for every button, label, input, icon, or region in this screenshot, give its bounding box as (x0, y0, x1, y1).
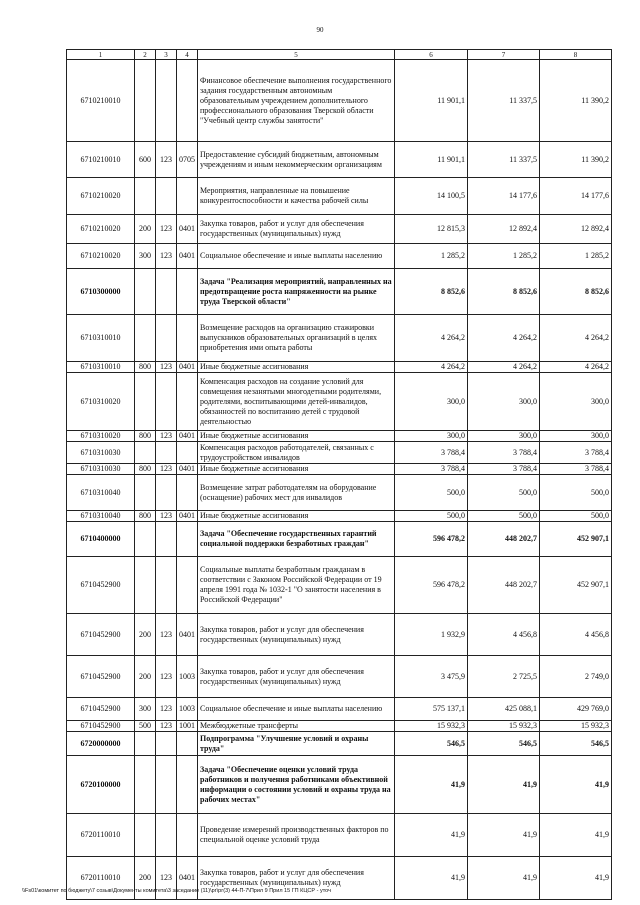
ministry-code-cell (156, 475, 177, 511)
expense-type-cell (135, 475, 156, 511)
amount-year2-cell: 448 202,7 (468, 522, 540, 557)
section-code-cell (177, 269, 198, 315)
budget-code-cell: 6710210010 (67, 60, 135, 142)
amount-year2-cell: 4 456,8 (468, 614, 540, 656)
amount-year2-cell: 500,0 (468, 475, 540, 511)
amount-year3-cell: 1 285,2 (540, 244, 612, 269)
amount-year3-cell: 3 788,4 (540, 442, 612, 464)
amount-year1-cell: 4 264,2 (395, 315, 468, 362)
item-name-cell: Социальные выплаты безработным гражданам в соответствии с Законом Российской Федерации от 19 апреля 1991 года № 1032-1 "О занятости населения в Российской Федерации" (198, 557, 395, 614)
header-row (67, 50, 612, 60)
ministry-code-cell (156, 315, 177, 362)
amount-year1-cell: 12 815,3 (395, 215, 468, 244)
expense-type-cell (135, 60, 156, 142)
expense-type-cell: 800 (135, 431, 156, 442)
ministry-code-cell: 123 (156, 244, 177, 269)
section-code-cell (177, 178, 198, 215)
amount-year3-cell: 41,9 (540, 857, 612, 900)
amount-year2-cell: 41,9 (468, 857, 540, 900)
section-code-cell (177, 475, 198, 511)
amount-year3-cell: 546,5 (540, 732, 612, 756)
column-header: 6 (395, 50, 468, 60)
section-code-cell (177, 732, 198, 756)
section-code-cell: 0401 (177, 431, 198, 442)
expense-type-cell (135, 442, 156, 464)
table-row (67, 814, 612, 857)
expense-type-cell (135, 373, 156, 431)
ministry-code-cell (156, 756, 177, 814)
table-row (67, 756, 612, 814)
column-header: 2 (135, 50, 156, 60)
section-code-cell: 0401 (177, 614, 198, 656)
amount-year3-cell: 500,0 (540, 475, 612, 511)
item-name-cell: Социальное обеспечение и иные выплаты населению (198, 698, 395, 721)
budget-code-cell: 6710452900 (67, 656, 135, 698)
ministry-code-cell (156, 60, 177, 142)
expense-type-cell (135, 557, 156, 614)
item-name-cell: Иные бюджетные ассигнования (198, 362, 395, 373)
budget-code-cell: 6710310010 (67, 362, 135, 373)
expense-type-cell: 200 (135, 656, 156, 698)
amount-year1-cell: 41,9 (395, 857, 468, 900)
ministry-code-cell (156, 557, 177, 614)
amount-year3-cell: 4 264,2 (540, 315, 612, 362)
table-row (67, 373, 612, 431)
budget-code-cell: 6710452900 (67, 721, 135, 732)
expense-type-cell: 600 (135, 142, 156, 178)
table-row (67, 656, 612, 698)
expense-type-cell (135, 315, 156, 362)
budget-code-cell: 6710310030 (67, 464, 135, 475)
table-row (67, 215, 612, 244)
budget-code-cell: 6720100000 (67, 756, 135, 814)
section-code-cell: 1003 (177, 656, 198, 698)
item-name-cell: Компенсация расходов работодателей, связанных с трудоустройством инвалидов (198, 442, 395, 464)
expense-type-cell (135, 732, 156, 756)
table-row (67, 511, 612, 522)
item-name-cell: Межбюджетные трансферты (198, 721, 395, 732)
amount-year2-cell: 546,5 (468, 732, 540, 756)
budget-code-cell: 6710300000 (67, 269, 135, 315)
item-name-cell: Иные бюджетные ассигнования (198, 464, 395, 475)
amount-year2-cell: 41,9 (468, 756, 540, 814)
amount-year3-cell: 15 932,3 (540, 721, 612, 732)
item-name-cell: Закупка товаров, работ и услуг для обеспечения государственных (муниципальных) нужд (198, 614, 395, 656)
item-name-cell: Финансовое обеспечение выполнения государственного задания государственным автономным образовательным учреждением дополнительного профессионального образования Тверской области "Учебный центр службы занятости" (198, 60, 395, 142)
amount-year1-cell: 4 264,2 (395, 362, 468, 373)
item-name-cell: Предоставление субсидий бюджетным, автономным учреждениям и иным некоммерческим организациям (198, 142, 395, 178)
expense-type-cell (135, 814, 156, 857)
ministry-code-cell: 123 (156, 721, 177, 732)
item-name-cell: Закупка товаров, работ и услуг для обеспечения государственных (муниципальных) нужд (198, 656, 395, 698)
ministry-code-cell: 123 (156, 215, 177, 244)
expense-type-cell (135, 522, 156, 557)
ministry-code-cell (156, 732, 177, 756)
amount-year3-cell: 452 907,1 (540, 522, 612, 557)
budget-code-cell: 6710310010 (67, 315, 135, 362)
amount-year1-cell: 596 478,2 (395, 522, 468, 557)
amount-year1-cell: 575 137,1 (395, 698, 468, 721)
expense-type-cell: 200 (135, 215, 156, 244)
amount-year3-cell: 300,0 (540, 373, 612, 431)
amount-year1-cell: 1 932,9 (395, 614, 468, 656)
item-name-cell: Закупка товаров, работ и услуг для обеспечения государственных (муниципальных) нужд (198, 857, 395, 900)
amount-year1-cell: 1 285,2 (395, 244, 468, 269)
amount-year3-cell: 500,0 (540, 511, 612, 522)
expense-type-cell (135, 756, 156, 814)
column-header: 3 (156, 50, 177, 60)
amount-year3-cell: 452 907,1 (540, 557, 612, 614)
section-code-cell: 1003 (177, 698, 198, 721)
table-row (67, 557, 612, 614)
amount-year3-cell: 12 892,4 (540, 215, 612, 244)
ministry-code-cell (156, 522, 177, 557)
section-code-cell (177, 557, 198, 614)
ministry-code-cell (156, 442, 177, 464)
page-number: 90 (316, 26, 324, 34)
column-header: 8 (540, 50, 612, 60)
ministry-code-cell (156, 373, 177, 431)
budget-code-cell: 6710452900 (67, 557, 135, 614)
table-row (67, 244, 612, 269)
section-code-cell (177, 756, 198, 814)
amount-year2-cell: 448 202,7 (468, 557, 540, 614)
amount-year1-cell: 3 788,4 (395, 464, 468, 475)
amount-year2-cell: 14 177,6 (468, 178, 540, 215)
budget-code-cell: 6710310020 (67, 373, 135, 431)
table-row (67, 698, 612, 721)
budget-code-cell: 6710210010 (67, 142, 135, 178)
budget-table (66, 49, 612, 900)
amount-year1-cell: 546,5 (395, 732, 468, 756)
amount-year2-cell: 500,0 (468, 511, 540, 522)
table-row (67, 60, 612, 142)
table-row (67, 178, 612, 215)
table-row (67, 614, 612, 656)
expense-type-cell: 200 (135, 614, 156, 656)
item-name-cell: Проведение измерений производственных факторов по специальной оценке условий труда (198, 814, 395, 857)
table-body (67, 60, 612, 900)
ministry-code-cell: 123 (156, 857, 177, 900)
amount-year2-cell: 8 852,6 (468, 269, 540, 315)
ministry-code-cell (156, 178, 177, 215)
table-row (67, 142, 612, 178)
amount-year3-cell: 41,9 (540, 756, 612, 814)
expense-type-cell: 300 (135, 698, 156, 721)
amount-year3-cell: 41,9 (540, 814, 612, 857)
expense-type-cell: 200 (135, 857, 156, 900)
budget-code-cell: 6710210020 (67, 244, 135, 269)
budget-code-cell: 6720110010 (67, 857, 135, 900)
expense-type-cell: 800 (135, 511, 156, 522)
column-header: 5 (198, 50, 395, 60)
ministry-code-cell: 123 (156, 511, 177, 522)
amount-year3-cell: 11 390,2 (540, 60, 612, 142)
amount-year2-cell: 1 285,2 (468, 244, 540, 269)
section-code-cell: 0401 (177, 857, 198, 900)
amount-year1-cell: 300,0 (395, 431, 468, 442)
expense-type-cell: 300 (135, 244, 156, 269)
section-code-cell: 0401 (177, 362, 198, 373)
item-name-cell: Подпрограмма "Улучшение условий и охраны труда" (198, 732, 395, 756)
budget-code-cell: 6710210020 (67, 178, 135, 215)
amount-year1-cell: 11 901,1 (395, 60, 468, 142)
ministry-code-cell: 123 (156, 362, 177, 373)
amount-year3-cell: 14 177,6 (540, 178, 612, 215)
section-code-cell (177, 60, 198, 142)
amount-year1-cell: 500,0 (395, 475, 468, 511)
budget-code-cell: 6710310030 (67, 442, 135, 464)
section-code-cell: 0401 (177, 511, 198, 522)
ministry-code-cell (156, 814, 177, 857)
amount-year2-cell: 425 088,1 (468, 698, 540, 721)
amount-year1-cell: 300,0 (395, 373, 468, 431)
budget-code-cell: 6710310040 (67, 475, 135, 511)
item-name-cell: Задача "Обеспечение государственных гарантий социальной поддержки безработных граждан" (198, 522, 395, 557)
amount-year2-cell: 2 725,5 (468, 656, 540, 698)
item-name-cell: Возмещение затрат работодателям на оборудование (оснащение) рабочих мест для инвалидов (198, 475, 395, 511)
item-name-cell: Мероприятия, направленные на повышение конкурентоспособности и качества рабочей силы (198, 178, 395, 215)
section-code-cell: 0401 (177, 244, 198, 269)
item-name-cell: Иные бюджетные ассигнования (198, 511, 395, 522)
budget-code-cell: 6710310020 (67, 431, 135, 442)
amount-year1-cell: 8 852,6 (395, 269, 468, 315)
ministry-code-cell: 123 (156, 142, 177, 178)
budget-code-cell: 6710400000 (67, 522, 135, 557)
amount-year2-cell: 3 788,4 (468, 464, 540, 475)
column-header: 7 (468, 50, 540, 60)
budget-code-cell: 6710210020 (67, 215, 135, 244)
column-header: 4 (177, 50, 198, 60)
amount-year2-cell: 300,0 (468, 373, 540, 431)
item-name-cell: Компенсация расходов на создание условий для совмещения незанятыми многодетными родителями, родителями, воспитывающими детей-инвалидов, обязанностей по воспитанию детей с трудовой деятельностью (198, 373, 395, 431)
amount-year1-cell: 3 475,9 (395, 656, 468, 698)
amount-year1-cell: 41,9 (395, 814, 468, 857)
budget-code-cell: 6710452900 (67, 614, 135, 656)
amount-year2-cell: 11 337,5 (468, 60, 540, 142)
footer-file-path: \\Fs01\комитет по бюджету\7 созыв\Документы комитета\3 заседание (11)\рг\рг(3) 44-П-7\Прил 9 Прил 15 ГП КЦСР - уточ (22, 888, 331, 894)
expense-type-cell: 800 (135, 362, 156, 373)
item-name-cell: Задача "Реализация мероприятий, направленных на предотвращение роста напряженности на рынке труда Тверской области" (198, 269, 395, 315)
table-row (67, 431, 612, 442)
table-row (67, 442, 612, 464)
amount-year2-cell: 4 264,2 (468, 315, 540, 362)
table-row (67, 732, 612, 756)
ministry-code-cell: 123 (156, 431, 177, 442)
expense-type-cell: 500 (135, 721, 156, 732)
column-header: 1 (67, 50, 135, 60)
amount-year2-cell: 41,9 (468, 814, 540, 857)
budget-code-cell: 6720110010 (67, 814, 135, 857)
table-row (67, 464, 612, 475)
section-code-cell (177, 442, 198, 464)
budget-code-cell: 6710452900 (67, 698, 135, 721)
amount-year1-cell: 41,9 (395, 756, 468, 814)
table-row (67, 269, 612, 315)
amount-year2-cell: 12 892,4 (468, 215, 540, 244)
item-name-cell: Закупка товаров, работ и услуг для обеспечения государственных (муниципальных) нужд (198, 215, 395, 244)
expense-type-cell (135, 269, 156, 315)
item-name-cell: Иные бюджетные ассигнования (198, 431, 395, 442)
amount-year3-cell: 300,0 (540, 431, 612, 442)
amount-year1-cell: 500,0 (395, 511, 468, 522)
amount-year3-cell: 2 749,0 (540, 656, 612, 698)
amount-year2-cell: 15 932,3 (468, 721, 540, 732)
amount-year3-cell: 11 390,2 (540, 142, 612, 178)
amount-year3-cell: 429 769,0 (540, 698, 612, 721)
ministry-code-cell: 123 (156, 464, 177, 475)
expense-type-cell (135, 178, 156, 215)
amount-year2-cell: 3 788,4 (468, 442, 540, 464)
amount-year1-cell: 11 901,1 (395, 142, 468, 178)
table-row (67, 475, 612, 511)
budget-code-cell: 6720000000 (67, 732, 135, 756)
section-code-cell (177, 522, 198, 557)
amount-year3-cell: 8 852,6 (540, 269, 612, 315)
ministry-code-cell: 123 (156, 656, 177, 698)
section-code-cell (177, 373, 198, 431)
amount-year3-cell: 4 456,8 (540, 614, 612, 656)
ministry-code-cell: 123 (156, 614, 177, 656)
section-code-cell: 0705 (177, 142, 198, 178)
amount-year3-cell: 4 264,2 (540, 362, 612, 373)
amount-year1-cell: 3 788,4 (395, 442, 468, 464)
budget-code-cell: 6710310040 (67, 511, 135, 522)
table-row (67, 522, 612, 557)
table-row (67, 721, 612, 732)
item-name-cell: Задача "Обеспечение оценки условий труда работников и получения работниками объективной информации о состоянии условий и охраны труда на рабочих местах" (198, 756, 395, 814)
item-name-cell: Социальное обеспечение и иные выплаты населению (198, 244, 395, 269)
item-name-cell: Возмещение расходов на организацию стажировки выпускников образовательных организаций в целях приобретения ими опыта работы (198, 315, 395, 362)
amount-year1-cell: 14 100,5 (395, 178, 468, 215)
amount-year2-cell: 300,0 (468, 431, 540, 442)
expense-type-cell: 800 (135, 464, 156, 475)
section-code-cell: 0401 (177, 464, 198, 475)
section-code-cell: 1001 (177, 721, 198, 732)
table-row (67, 315, 612, 362)
amount-year2-cell: 4 264,2 (468, 362, 540, 373)
ministry-code-cell: 123 (156, 698, 177, 721)
amount-year1-cell: 596 478,2 (395, 557, 468, 614)
amount-year1-cell: 15 932,3 (395, 721, 468, 732)
section-code-cell: 0401 (177, 215, 198, 244)
section-code-cell (177, 315, 198, 362)
ministry-code-cell (156, 269, 177, 315)
section-code-cell (177, 814, 198, 857)
amount-year3-cell: 3 788,4 (540, 464, 612, 475)
amount-year2-cell: 11 337,5 (468, 142, 540, 178)
table-row (67, 362, 612, 373)
